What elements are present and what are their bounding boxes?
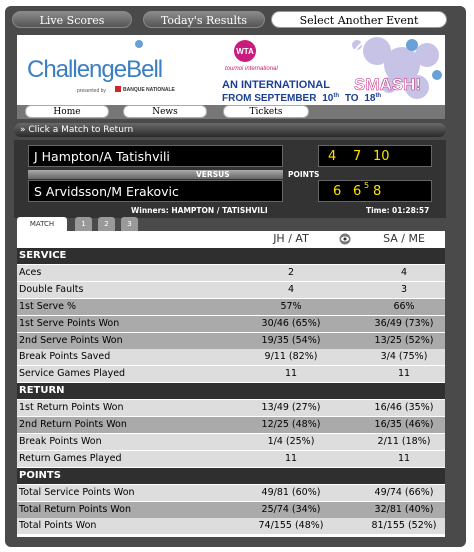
p2-tiebreak: 5 xyxy=(364,181,370,190)
team1-value: 9/11 (82%) xyxy=(264,351,318,363)
player2-name: S Arvidsson/M Erakovic xyxy=(28,180,283,202)
svg-text:BANQUE NATIONALE: BANQUE NATIONALE xyxy=(123,87,175,93)
section-header xyxy=(17,383,445,399)
row-label: SERVICE xyxy=(19,250,67,261)
p1-set2: 7 xyxy=(353,149,362,164)
table-row xyxy=(17,316,445,332)
player2-score xyxy=(318,180,432,202)
team2-value: 36/49 (73%) xyxy=(374,317,434,329)
row-label: POINTS xyxy=(19,469,61,481)
team1-value: 25/74 (34%) xyxy=(261,503,321,515)
banner-graphic xyxy=(17,35,445,105)
winners-text: Winners: HAMPTON / TATISHVILI xyxy=(131,206,268,215)
sponsor-icon xyxy=(115,86,121,92)
team1-value: 49/81 (60%) xyxy=(261,486,321,498)
live-scores-button[interactable]: Live Scores xyxy=(12,11,132,28)
team2-value: 66% xyxy=(393,300,415,312)
table-row xyxy=(17,434,445,450)
table-row xyxy=(17,417,445,433)
tickets-button[interactable]: Tickets xyxy=(223,105,309,118)
time-label: Time: xyxy=(366,206,390,215)
table-row xyxy=(17,451,445,467)
team2-value: 11 xyxy=(397,452,411,464)
row-label: 2nd Serve Points Won xyxy=(19,334,123,346)
brand-logo: ChallengeBell xyxy=(27,56,163,83)
match-tabs xyxy=(17,217,445,231)
section-header xyxy=(17,248,445,264)
team1-value: 1/4 (25%) xyxy=(267,435,315,447)
table-row xyxy=(17,502,445,518)
top-nav xyxy=(12,11,450,28)
return-label: Click a Match to Return xyxy=(28,125,134,135)
todays-results-button[interactable]: Today's Results xyxy=(143,11,265,28)
team2-value: 16/35 (46%) xyxy=(374,419,434,430)
team2-value: 11 xyxy=(397,368,411,380)
stats-table xyxy=(17,231,445,537)
row-label: 1st Serve Points Won xyxy=(19,317,120,329)
match-time: 01:28:57 xyxy=(392,206,430,215)
team2-value: 13/25 (52%) xyxy=(374,334,434,346)
team2-column-header: SA / ME xyxy=(383,232,425,245)
points-label: POINTS xyxy=(288,170,320,179)
team2-value: 81/155 (52%) xyxy=(371,520,437,532)
player1-name: J Hampton/A Tatishvili xyxy=(28,145,283,167)
table-header xyxy=(17,231,445,247)
team1-value: 11 xyxy=(284,452,298,464)
team1-value: 2 xyxy=(287,266,295,278)
p1-set1: 4 xyxy=(328,149,337,164)
tennis-ball-icon xyxy=(135,40,143,48)
versus-bar: VERSUS xyxy=(28,170,283,179)
table-row xyxy=(17,366,445,382)
tab-match[interactable]: MATCH xyxy=(17,217,67,231)
return-to-match-bar[interactable] xyxy=(14,123,446,137)
svg-text:presented by: presented by xyxy=(77,88,106,94)
table-row xyxy=(17,485,445,501)
p1-set3: 10 xyxy=(373,149,390,164)
row-label: Total Points Won xyxy=(19,520,97,532)
double-chevron-icon: » xyxy=(20,125,26,135)
team1-column-header: JH / AT xyxy=(273,232,309,245)
team1-value: 30/46 (65%) xyxy=(261,317,321,329)
table-row xyxy=(17,518,445,534)
home-button[interactable]: Home xyxy=(25,105,109,118)
svg-text:tournoi international: tournoi international xyxy=(225,66,278,72)
team1-value: 12/25 (48%) xyxy=(261,419,321,430)
row-label: Break Points Won xyxy=(19,435,102,447)
team1-value: 4 xyxy=(287,283,295,295)
table-row xyxy=(17,299,445,315)
svg-text:AN INTERNATIONAL: AN INTERNATIONAL xyxy=(222,79,330,91)
row-label: Total Service Points Won xyxy=(19,486,135,498)
table-row xyxy=(17,282,445,298)
row-label: 1st Return Points Won xyxy=(19,402,124,414)
team2-value: 3/4 (75%) xyxy=(380,351,428,363)
select-event-button[interactable]: Select Another Event xyxy=(271,11,447,28)
svg-text:WTA: WTA xyxy=(236,47,254,56)
news-button[interactable]: News xyxy=(123,105,207,118)
sub-nav xyxy=(17,105,445,119)
team2-value: 3 xyxy=(400,283,408,295)
tab-set-2[interactable]: 2 xyxy=(98,217,115,231)
svg-text:SMASH!: SMASH! xyxy=(354,75,422,94)
row-label: Double Faults xyxy=(19,283,84,295)
row-label: Total Return Points Won xyxy=(19,503,131,515)
event-banner[interactable] xyxy=(17,35,445,105)
team2-value: 32/81 (40%) xyxy=(374,503,434,515)
match-footer xyxy=(14,205,446,217)
team1-value: 57% xyxy=(280,300,302,312)
player1-score xyxy=(318,145,432,167)
tab-set-3[interactable]: 3 xyxy=(121,217,138,231)
team2-value: 2/11 (18%) xyxy=(377,435,431,447)
svg-text:FROM SEPTEMBER 10th: FROM SEPTEMBER 10th TO 18th xyxy=(222,93,382,104)
row-label: Service Games Played xyxy=(19,368,126,380)
row-label: 2nd Return Points Won xyxy=(19,419,127,430)
p2-set3: 8 xyxy=(373,184,382,199)
team1-value: 13/49 (27%) xyxy=(261,402,321,414)
row-label: Aces xyxy=(19,266,42,278)
team2-value: 49/74 (66%) xyxy=(374,486,434,498)
team2-value: 16/46 (35%) xyxy=(374,402,434,414)
row-label: Return Games Played xyxy=(19,452,122,464)
team1-value: 19/35 (54%) xyxy=(261,334,321,346)
team1-value: 74/155 (48%) xyxy=(258,520,324,532)
team2-value: 4 xyxy=(400,266,408,278)
section-header xyxy=(17,468,445,484)
row-label: Break Points Saved xyxy=(19,351,111,363)
table-row xyxy=(17,333,445,349)
tab-set-1[interactable]: 1 xyxy=(75,217,92,231)
p2-set1: 6 xyxy=(333,184,342,199)
p2-set2: 6 xyxy=(353,184,362,199)
row-label: RETURN xyxy=(19,385,65,397)
table-row xyxy=(17,349,445,365)
table-row xyxy=(17,265,445,281)
table-row xyxy=(17,400,445,416)
row-label: 1st Serve % xyxy=(19,300,77,312)
team1-value: 11 xyxy=(284,368,298,380)
